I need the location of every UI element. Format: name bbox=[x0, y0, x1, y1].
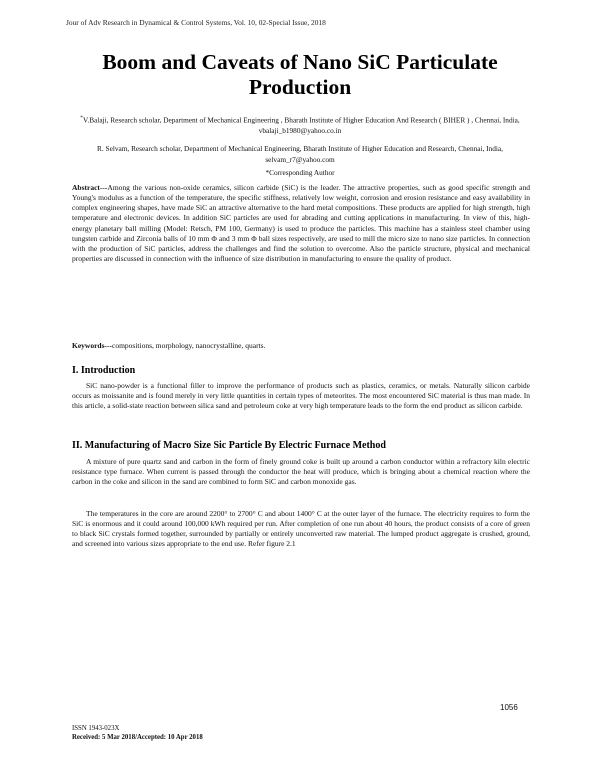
section-heading-manufacturing: II. Manufacturing of Macro Size Sic Particle By Electric Furnace Method bbox=[72, 440, 386, 451]
manufacturing-paragraph-2: The temperatures in the core are around 2200° to 2700° C and about 1400° C at the outer layer of the furnace. The electricity requires to form the SiC is enormous and it could around 100,000 kWh required per run. After completion of one run about 40 hours, the product consists of a core of green to black SiC crystals formed together, surrounded by partially or entirely unconverted raw material. The lumped product aggregate is crushed, ground, and screened into various sizes appropriate to the end use. Refer figure 2.1 bbox=[72, 509, 530, 549]
abstract-label: Abstract--- bbox=[72, 183, 108, 192]
author-1 bbox=[74, 113, 526, 136]
abstract bbox=[72, 183, 530, 264]
keywords bbox=[72, 341, 530, 351]
footer-dates: Received: 5 Mar 2018/Accepted: 10 Apr 2018 bbox=[72, 734, 203, 741]
author-2: R. Selvam, Research scholar, Department of Mechanical Engineering, Bharath Institute of Higher Education and Research, Chennai, India, selvam_r7@yahoo.com bbox=[97, 144, 503, 164]
keywords-label: Keywords--- bbox=[72, 341, 112, 350]
introduction-paragraph: SiC nano-powder is a functional filler to improve the performance of products such as plastics, ceramics, or metals. Naturally silicon carbide occurs as moissanite and is found merely in very little quantities in certain types of meteorites. The most encountered SiC material is thus man made. In this article, a solid-state reaction between silica sand and petroleum coke at very high temperature leads to the form the end product as silicon carbide. bbox=[72, 381, 530, 411]
manufacturing-paragraph-1: A mixture of pure quartz sand and carbon in the form of finely ground coke is built up around a carbon conductor within a refractory kiln electric resistance type furnace. When current is passed through the conductor the heat will produce, which is bringing about a chemical reaction where the carbon in the coke and silicon in the sand are combined to form SiC and carbon monoxide gas. bbox=[72, 457, 530, 487]
page-number: 1056 bbox=[500, 703, 518, 712]
corresponding-author-note: *Corresponding Author bbox=[265, 168, 335, 177]
author-1-marker: * bbox=[80, 115, 84, 121]
author-1-text: V.Balaji, Research scholar, Department of Mechanical Engineering , Bharath Institute of Higher Education And Research ( BIHER ) , Chennai, India, vbalaji_b1980@yahoo.co.in bbox=[83, 115, 520, 135]
footer-issn: ISSN 1943-023X bbox=[72, 725, 120, 732]
abstract-text: Among the various non-oxide ceramics, silicon carbide (SiC) is the leader. The attractive properties, such as good specific strength and Young's modulus as a function of the temperature, the specific stiffness, relatively low weight, corrosion and erosion resistance and easy availability in complex engineering shapes, have made SiC an attractive alternative to the hard metal compositions. These products are applied for high strength, high temperature and electronic devices. In addition SiC particles are used for abrading and cutting applications in manufacturing. In view of this, high-energy planetary ball milling (Model: Retsch, PM 100, Germany) is used to produce the particles. This machine has a stainless steel chamber using tungsten carbide and Zirconia balls of 10 mm Φ and 3 mm Φ ball sizes respectively, are used to mill the micro size to nano size particles. In connection with the production of SiC particles, address the challenges and find the solution to overcome. Also the particle structure, physical and mechanical properties are discussed in connection with the influence of size distribution in manufacturing to ensure the quality of product. bbox=[72, 183, 530, 264]
section-heading-introduction: I. Introduction bbox=[72, 365, 136, 376]
journal-header: Jour of Adv Research in Dynamical & Control Systems, Vol. 10, 02-Special Issue, 2018 bbox=[66, 18, 326, 27]
keywords-text: compositions, morphology, nanocrystalline, quarts. bbox=[112, 341, 266, 350]
paper-title: Boom and Caveats of Nano SiC Particulate Production bbox=[102, 50, 498, 99]
